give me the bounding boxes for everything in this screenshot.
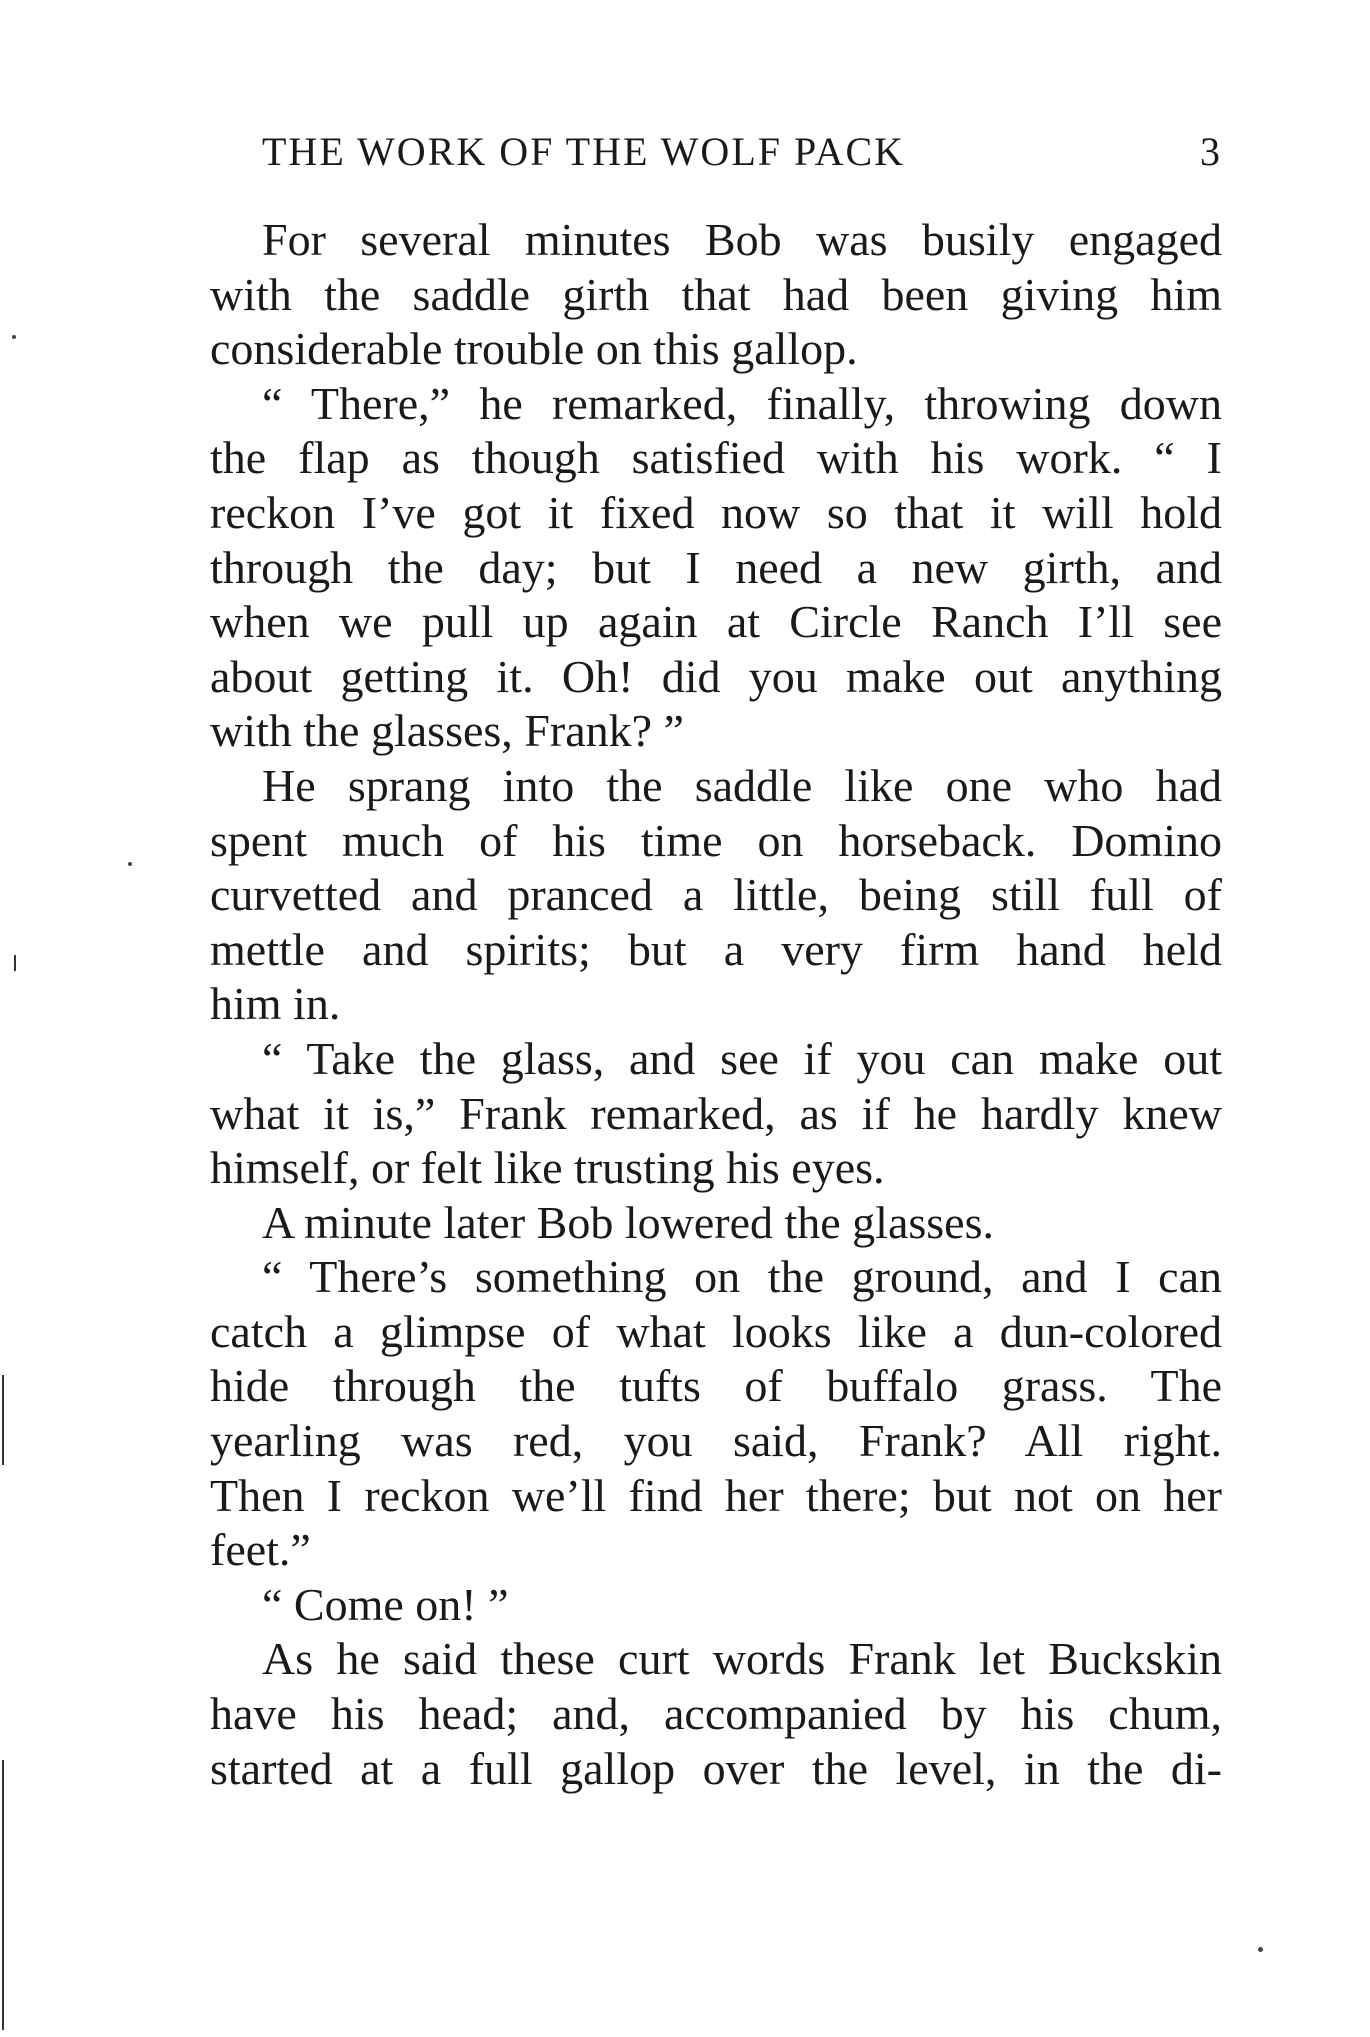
running-title: THE WORK OF THE WOLF PACK — [262, 129, 906, 174]
text-line: him in. — [210, 978, 341, 1030]
text-line: reckon I’ve got it fixed now so that it will hold — [210, 486, 1222, 538]
text-line: “ There,” he remarked, finally, throwing down — [262, 377, 1222, 429]
scan-edge-mark — [14, 955, 16, 971]
text-line: started at a full gallop over the level, in the di- — [210, 1742, 1222, 1794]
text-line: curvetted and pranced a little, being still full of — [210, 869, 1222, 921]
text-line: have his head; and, accompanied by his chum, — [210, 1688, 1222, 1740]
text-line: As he said these curt words Frank let Buckskin — [262, 1633, 1222, 1685]
text-line: “ Come on! ” — [262, 1578, 509, 1630]
scan-speck — [128, 862, 132, 866]
scan-speck — [1258, 1947, 1263, 1952]
scan-edge-mark — [2, 1375, 4, 1465]
text-line: mettle and spirits; but a very firm hand held — [210, 923, 1222, 975]
text-line: about getting it. Oh! did you make out anything — [210, 650, 1222, 702]
text-line: feet.” — [210, 1524, 311, 1576]
text-line: “ There’s something on the ground, and I can — [262, 1251, 1222, 1303]
text-line: when we pull up again at Circle Ranch I’ll see — [210, 596, 1222, 648]
text-line: hide through the tufts of buffalo grass. The — [210, 1360, 1222, 1412]
text-line: A minute later Bob lowered the glasses. — [262, 1196, 995, 1248]
scan-edge-mark — [2, 1760, 4, 2030]
text-line: with the glasses, Frank? ” — [210, 705, 684, 757]
text-line: For several minutes Bob was busily engaged — [262, 214, 1222, 265]
text-line: He sprang into the saddle like one who had — [262, 759, 1222, 811]
text-line: Then I reckon we’ll find her there; but not on her — [210, 1469, 1222, 1521]
page-number: 3 — [1200, 129, 1222, 174]
text-line: through the day; but I need a new girth, and — [210, 541, 1222, 593]
text-line: with the saddle girth that had been giving him — [210, 268, 1222, 320]
text-line: himself, or felt like trusting his eyes. — [210, 1142, 885, 1194]
text-line: catch a glimpse of what looks like a dun-colored — [210, 1305, 1222, 1357]
running-head — [262, 128, 1222, 188]
text-line: “ Take the glass, and see if you can make out — [262, 1032, 1222, 1084]
body-text — [210, 213, 1222, 1796]
text-line: the flap as though satisfied with his work. “ I — [210, 432, 1222, 484]
text-line: spent much of his time on horseback. Domino — [210, 814, 1222, 866]
text-line: considerable trouble on this gallop. — [210, 323, 858, 375]
text-line: what it is,” Frank remarked, as if he hardly knew — [210, 1087, 1222, 1139]
text-line: yearling was red, you said, Frank? All right. — [210, 1415, 1222, 1467]
scan-speck — [12, 335, 16, 339]
